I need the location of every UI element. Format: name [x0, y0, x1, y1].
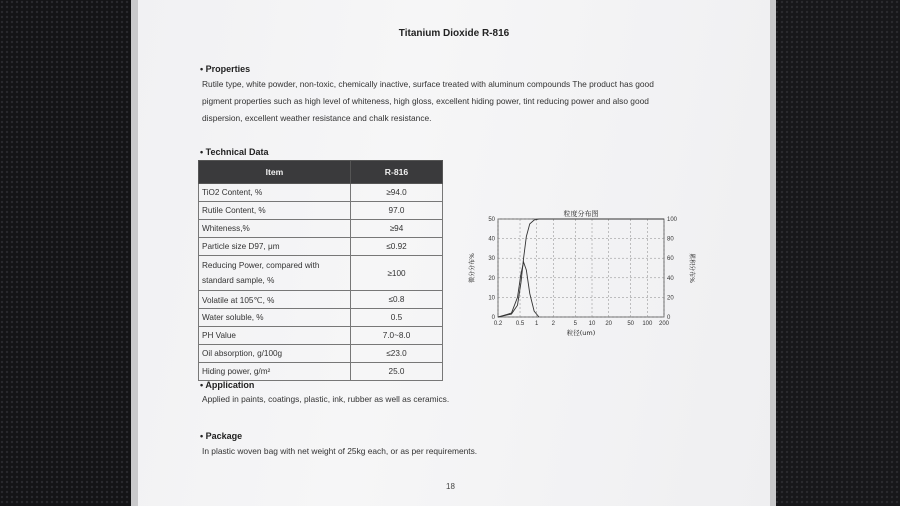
table-cell: ≥100 [351, 256, 443, 291]
x-tick-label: 2 [551, 321, 556, 327]
technical-data-heading: • Technical Data [200, 147, 269, 157]
y-right-tick-label: 60 [667, 256, 674, 263]
properties-line: pigment properties such as high level of whiteness, high gloss, excellent hiding power, tint reducing power and also good [202, 96, 649, 106]
x-tick-label: 10 [588, 321, 596, 327]
differential-series-line [498, 262, 539, 317]
y-right-tick-label: 40 [667, 275, 674, 282]
y-left-tick-label: 30 [488, 256, 495, 263]
page-title: Titanium Dioxide R-816 [398, 28, 510, 39]
table-cell: TiO2 Content, % [199, 184, 351, 202]
table-cell: 0.5 [351, 309, 443, 327]
particle-size-chart [464, 205, 704, 340]
table-cell: Volatile at 105℃, % [199, 291, 351, 309]
table-cell: ≤23.0 [351, 345, 443, 363]
page-number: 18 [446, 482, 455, 491]
table-header: Item [199, 161, 351, 184]
x-tick-label: 50 [627, 321, 635, 327]
table-row [199, 202, 443, 220]
technical-data-table [198, 160, 443, 381]
table-row [199, 309, 443, 327]
table-row [199, 184, 443, 202]
table-cell: Water soluble, % [199, 309, 351, 327]
y-left-axis-label: 微分分布% [469, 253, 476, 283]
y-left-tick-label: 50 [488, 217, 495, 223]
x-tick-label: 100 [642, 321, 653, 327]
table-row [199, 256, 443, 291]
table-cell: Rutile Content, % [199, 202, 351, 220]
table-cell: Reducing Power, compared with standard sample, % [199, 256, 351, 291]
y-left-tick-label: 20 [488, 275, 495, 282]
properties-text [202, 76, 702, 127]
table-cell: Hiding power, g/m² [199, 363, 351, 381]
table-cell: PH Value [199, 327, 351, 345]
table-row [199, 363, 443, 381]
table-header-row [199, 161, 443, 184]
cumulative-series-line [498, 219, 664, 317]
document-page [138, 0, 770, 506]
table-cell: Particle size D97, μm [199, 238, 351, 256]
properties-line: dispersion, excellent weather resistance and chalk resistance. [202, 113, 432, 123]
table-cell: ≤0.92 [351, 238, 443, 256]
x-tick-label: 20 [605, 321, 613, 327]
y-left-tick-label: 0 [491, 315, 495, 321]
package-heading: • Package [200, 431, 242, 441]
table-row [199, 345, 443, 363]
table-cell: Whiteness,% [199, 220, 351, 238]
properties-line: Rutile type, white powder, non-toxic, chemically inactive, surface treated with aluminum compounds The product has good [202, 79, 654, 89]
y-right-tick-label: 0 [667, 315, 671, 321]
table-header: R-816 [351, 161, 443, 184]
application-heading: • Application [200, 380, 254, 390]
y-left-tick-label: 40 [488, 236, 495, 243]
x-tick-label: 0.5 [515, 321, 525, 327]
y-right-tick-label: 100 [667, 217, 678, 223]
x-axis-label: 粒径(um) [566, 329, 596, 337]
table-row [199, 220, 443, 238]
table-cell: 25.0 [351, 363, 443, 381]
x-tick-label: 0.2 [493, 321, 503, 327]
y-right-tick-label: 80 [667, 236, 674, 243]
table-cell: 7.0~8.0 [351, 327, 443, 345]
table-cell: ≤0.8 [351, 291, 443, 309]
table-cell: ≥94 [351, 220, 443, 238]
x-tick-label: 5 [573, 321, 578, 327]
table-row [199, 238, 443, 256]
properties-heading: • Properties [200, 64, 250, 74]
table-cell: ≥94.0 [351, 184, 443, 202]
background-left [0, 0, 150, 506]
package-text: In plastic woven bag with net weight of 25kg each, or as per requirements. [202, 446, 478, 456]
y-right-axis-label: 累积分布% [688, 253, 695, 283]
x-tick-label: 200 [658, 321, 670, 327]
x-tick-label: 1 [535, 321, 539, 327]
y-right-tick-label: 20 [667, 295, 674, 302]
application-text: Applied in paints, coatings, plastic, ink, rubber as well as ceramics. [202, 394, 450, 404]
chart-title: 粒度分布图 [563, 210, 599, 218]
y-left-tick-label: 10 [488, 295, 495, 302]
background-right [760, 0, 900, 506]
table-cell: 97.0 [351, 202, 443, 220]
table-cell: Oil absorption, g/100g [199, 345, 351, 363]
table-row [199, 291, 443, 309]
table-row [199, 327, 443, 345]
